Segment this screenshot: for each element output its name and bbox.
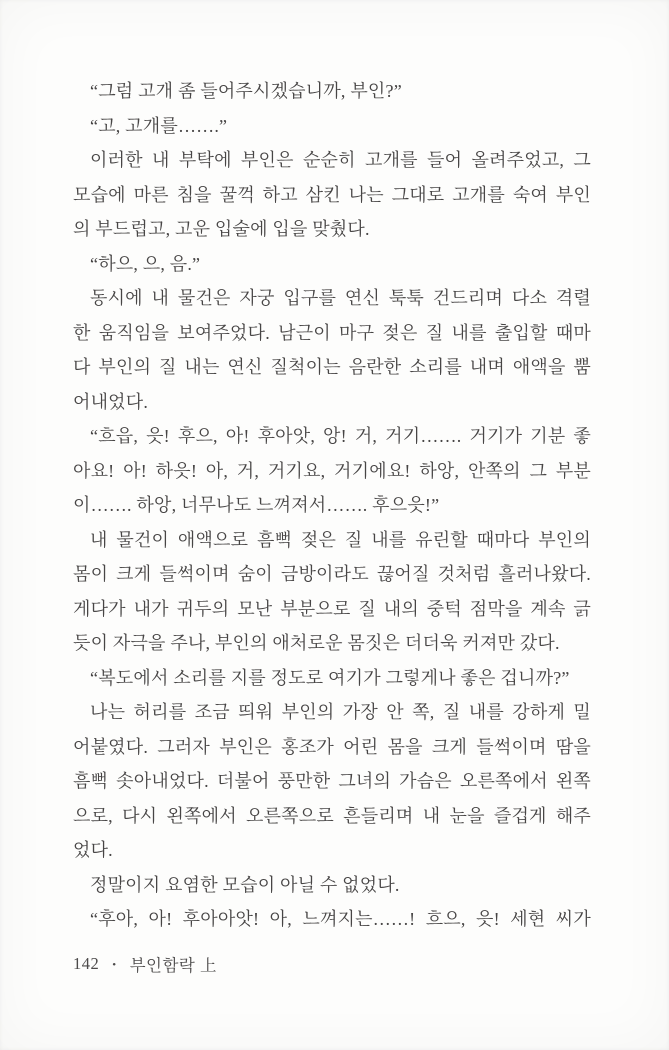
text-line: 모습에 마른 침을 꿀꺽 하고 삼킨 나는 그대로 고개를 숙여 부인 (73, 184, 591, 205)
text-line: 어내었다. (73, 391, 149, 412)
page-footer (73, 952, 217, 976)
text-line: 이……. 하앙, 너무나도 느껴져서……. 후으읏!” (73, 495, 440, 515)
text-line: “하으, 으, 음.” (90, 253, 201, 274)
text-line: “복도에서 소리를 지를 정도로 여기가 그렇게나 좋은 겁니까?” (90, 667, 570, 688)
text-line: “그럼 고개 좀 들어주시겠습니까, 부인?” (90, 81, 402, 101)
text-line: “흐읍, 읏! 후으, 아! 후아앗, 앙! 거, 거기……. 거기가 기분 좋 (90, 426, 591, 446)
text-line: 이러한 내 부탁에 부인은 순순히 고개를 들어 올려주었고, 그 (90, 150, 591, 170)
text-line: 나는 허리를 조금 띄워 부인의 가장 안 쪽, 질 내를 강하게 밀 (90, 702, 591, 722)
text-line: 었다. (73, 840, 113, 860)
text-line: 아요! 아! 하읏! 아, 거, 거기요, 거기에요! 하앙, 안쪽의 그 부분 (73, 460, 591, 481)
book-title: 부인함락 上 (129, 956, 217, 975)
text-line: 으로, 다시 왼쪽에서 오른쪽으로 흔들리며 내 눈을 즐겁게 해주 (73, 805, 591, 826)
text-line: 내 물건이 애액으로 흠뻑 젖은 질 내를 유린할 때마다 부인의 (90, 529, 591, 550)
text-line: 어붙였다. 그러자 부인은 홍조가 어린 몸을 크게 들썩이며 땀을 (73, 736, 591, 757)
text-line: 몸이 크게 들썩이며 숨이 금방이라도 끊어질 것처럼 흘러나왔다. (73, 564, 591, 584)
text-line: “후아, 아! 후아아앗! 아, 느껴지는……! 흐으, 읏! 세현 씨가 (90, 909, 591, 929)
text-line: 의 부드럽고, 고운 입술에 입을 맞췄다. (73, 219, 370, 239)
text-line: 흠뻑 솟아내었다. 더불어 풍만한 그녀의 가슴은 오른쪽에서 왼쪽 (73, 771, 591, 791)
text-line: 듯이 자극을 주나, 부인의 애처로운 몸짓은 더더욱 커져만 갔다. (73, 633, 560, 653)
body-text (73, 74, 591, 937)
bullet-separator-icon: • (112, 959, 117, 971)
text-line: “고, 고개를…….” (90, 115, 228, 136)
text-line: 동시에 내 물건은 자궁 입구를 연신 툭툭 건드리며 다소 격렬 (90, 288, 591, 308)
text-line: 한 움직임을 보여주었다. 남근이 마구 젖은 질 내를 출입할 때마 (73, 322, 591, 343)
text-line: 게다가 내가 귀두의 모난 부분으로 질 내의 중턱 점막을 계속 긁 (73, 598, 591, 619)
text-line: 정말이지 요염한 모습이 아닐 수 없었다. (90, 874, 400, 895)
page-number: 142 (73, 954, 100, 973)
text-line: 다 부인의 질 내는 연신 질척이는 음란한 소리를 내며 애액을 뿜 (73, 357, 591, 377)
